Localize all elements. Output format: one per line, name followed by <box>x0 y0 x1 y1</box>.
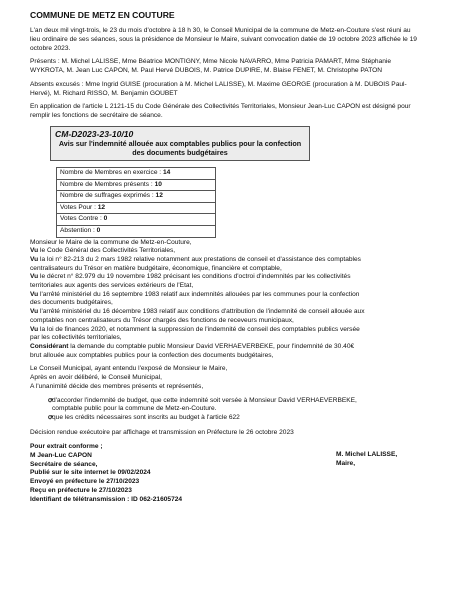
decisions-section <box>48 397 420 423</box>
deliberation-reference: CM-D2023-23-10/10 <box>55 128 134 139</box>
visa-text: territoriales aux agents des services extérieurs de l'Etat, <box>30 282 194 290</box>
visa-lead: Vu <box>30 255 39 263</box>
visa-text: le décret n° 82.979 du 19 novembre 1982 précisant les conditions d'octroi d'indemnités par les collectivités <box>38 273 351 281</box>
visa-line <box>30 317 420 326</box>
secretary-paragraph: En application de l'article L 2121-15 du Code Générale des Collectivités Territoriales, Monsieur Jean-Luc CAPON est désigné pour remplir les fonctions de secrétaire de séance. <box>30 103 411 119</box>
visa-text: comptables non centralisateurs du Trésor chargés des fonctions de receveurs municipaux, <box>30 316 294 324</box>
bullet-icon: ꝍ <box>48 413 53 421</box>
signature-left-line: Pour extrait conforme ; <box>30 443 103 451</box>
signature-right-line: Maire, <box>336 460 356 468</box>
council-line: Le Conseil Municipal, ayant entendu l'exposé de Monsieur le Maire, <box>30 365 228 373</box>
visa-text: la loi n° 82-213 du 2 mars 1982 relative notamment aux prestations de conseil et d'assistance des comptables <box>38 255 361 263</box>
vote-label: Abstention : <box>60 226 95 234</box>
decision-text: d'accorder l'indemnité de budget, que cette indemnité soit versée à Monsieur David VERHAEVERBEKE, <box>52 396 357 404</box>
signature-left-line: M Jean-Luc CAPON <box>30 452 92 460</box>
signature-left-line: Reçu en préfecture le 27/10/2023 <box>30 486 132 494</box>
visa-line <box>30 308 420 317</box>
vote-value: 10 <box>154 180 162 188</box>
visa-line <box>30 256 420 265</box>
visa-lead: Vu <box>30 273 39 281</box>
visa-line <box>30 273 420 282</box>
visa-line <box>30 282 420 291</box>
decision-text: que les crédits nécessaires sont inscrits au budget à l'article 622 <box>52 413 240 421</box>
visa-line <box>30 334 420 343</box>
bullet-icon: ꝍ <box>48 396 53 404</box>
vote-row <box>57 167 216 179</box>
visa-text: par les collectivités territoriales, <box>30 334 122 342</box>
visa-line <box>30 343 420 352</box>
deliberation-box <box>50 126 310 161</box>
council-line: Après en avoir délibéré, le Conseil Municipal, <box>30 374 162 382</box>
visa-lead: Vu <box>30 247 39 255</box>
vote-value: 12 <box>155 192 163 200</box>
visa-lead: Vu <box>30 325 39 333</box>
vote-value: 12 <box>97 203 106 211</box>
signature-right-line: M. Michel LALISSE, <box>336 451 398 459</box>
vote-label: Votes Pour : <box>60 203 96 211</box>
vote-label: Nombre de suffrages exprimés : <box>60 192 154 200</box>
vote-row <box>57 179 216 191</box>
decision-line <box>48 414 420 423</box>
signature-right <box>336 451 397 468</box>
visa-line <box>30 299 420 308</box>
signature-left-line: Identifiant de télétransmission : ID 062-21605724 <box>30 495 183 503</box>
absents-paragraph: Absents excusés : Mme Ingrid GUISE (procuration à M. Michel LALISSE), M. Maxime GEORGE (procuration à M. DUBOIS Paul-Hervé), M. Richard RISSO, M. Benjamin GOUBET <box>30 80 407 97</box>
vote-label: Votes Contre : <box>60 215 102 223</box>
signature-left-line: Envoyé en préfecture le 27/10/2023 <box>30 478 140 486</box>
visa-text: l'arrêté ministériel du 16 décembre 1983 relatif aux conditions d'attribution de l'indemnité de conseil allouée aux <box>38 308 365 316</box>
visa-lead: Considérant <box>30 342 69 350</box>
visa-text: le Code Général des Collectivités Territoriales, <box>38 247 176 255</box>
votes-table <box>56 167 216 238</box>
visa-line <box>30 326 420 335</box>
presents-paragraph: Présents : M. Michel LALISSE, Mme Béatrice MONTIGNY, Mme Nicole NAVARRO, Mme Patricia PAMART, Mme Stéphanie WYKROTA, M. Jean Luc CAPON, M. Paul Hervé DUBOIS, M. Patrice DUPIRE, M. Blaise FENET, M. Christophe PATON <box>30 58 392 75</box>
visa-text: la loi de finances 2020, et notamment la suppression de l'indemnité de conseil des comptables publics versée <box>38 325 360 333</box>
visa-text: des documents budgétaires, <box>30 299 113 307</box>
visa-line <box>30 247 420 256</box>
visa-lead: Vu <box>30 308 39 316</box>
visa-text: la demande du comptable public Monsieur David VERHAEVERBEKE, pour l'indemnité de 30.40€ <box>68 342 355 350</box>
vote-row <box>57 225 216 237</box>
visas-section <box>30 239 420 361</box>
vote-label: Nombre de Membres présents : <box>60 180 153 188</box>
decision-line <box>48 405 420 414</box>
signature-left-line: Publié sur le site internet le 09/02/2024 <box>30 469 151 477</box>
vote-row <box>57 202 216 214</box>
visa-line <box>30 291 420 300</box>
visa-line <box>30 352 420 361</box>
council-heard-section <box>30 365 420 391</box>
visa-line <box>30 239 420 248</box>
council-line: A l'unanimité décide des membres présents et représentés, <box>30 382 204 390</box>
decision-text: comptable public pour la commune de Metz-en-Couture. <box>52 405 217 413</box>
executory-statement: Décision rendue exécutoire par affichage et transmission en Préfecture le 26 octobre 2023 <box>30 428 294 436</box>
vote-value: 14 <box>163 168 171 176</box>
vote-value: 0 <box>96 226 101 234</box>
signature-left-line: Secrétaire de séance, <box>30 460 98 468</box>
visa-lead: Vu <box>30 290 39 298</box>
signature-block <box>30 443 420 504</box>
decision-line <box>48 397 420 406</box>
visa-text: Monsieur le Maire de la commune de Metz-en-Couture, <box>30 238 192 246</box>
visa-text: l'arrêté ministériel du 16 septembre 1983 relatif aux indemnités allouées par les communes pour la confection <box>38 290 360 298</box>
visa-text: centralisateurs du Trésor en matière budgétaire, économique, financière et comptable, <box>30 264 282 272</box>
vote-row <box>57 214 216 226</box>
vote-value: 0 <box>103 215 108 223</box>
intro-paragraph: L'an deux mil vingt-trois, le 23 du mois d'octobre à 18 h 30, le Conseil Municipal de la commune de Metz-en-Couture s'est réuni au lieu ordinaire de ses séances, sous la présidence de Monsieur le Maire, suivant convocation datée de 19 octobre 2023 affichée le 19 octobre 2023. <box>30 27 417 52</box>
vote-row <box>57 191 216 203</box>
deliberation-subject: Avis sur l'indemnité allouée aux comptables publics pour la confection des documents budgétaires <box>58 138 302 157</box>
commune-title: COMMUNE DE METZ EN COUTURE <box>30 10 175 20</box>
vote-label: Nombre de Membres en exercice : <box>60 168 162 176</box>
visa-text: brut allouée aux comptables publics pour la confection des documents budgétaires, <box>30 351 274 359</box>
